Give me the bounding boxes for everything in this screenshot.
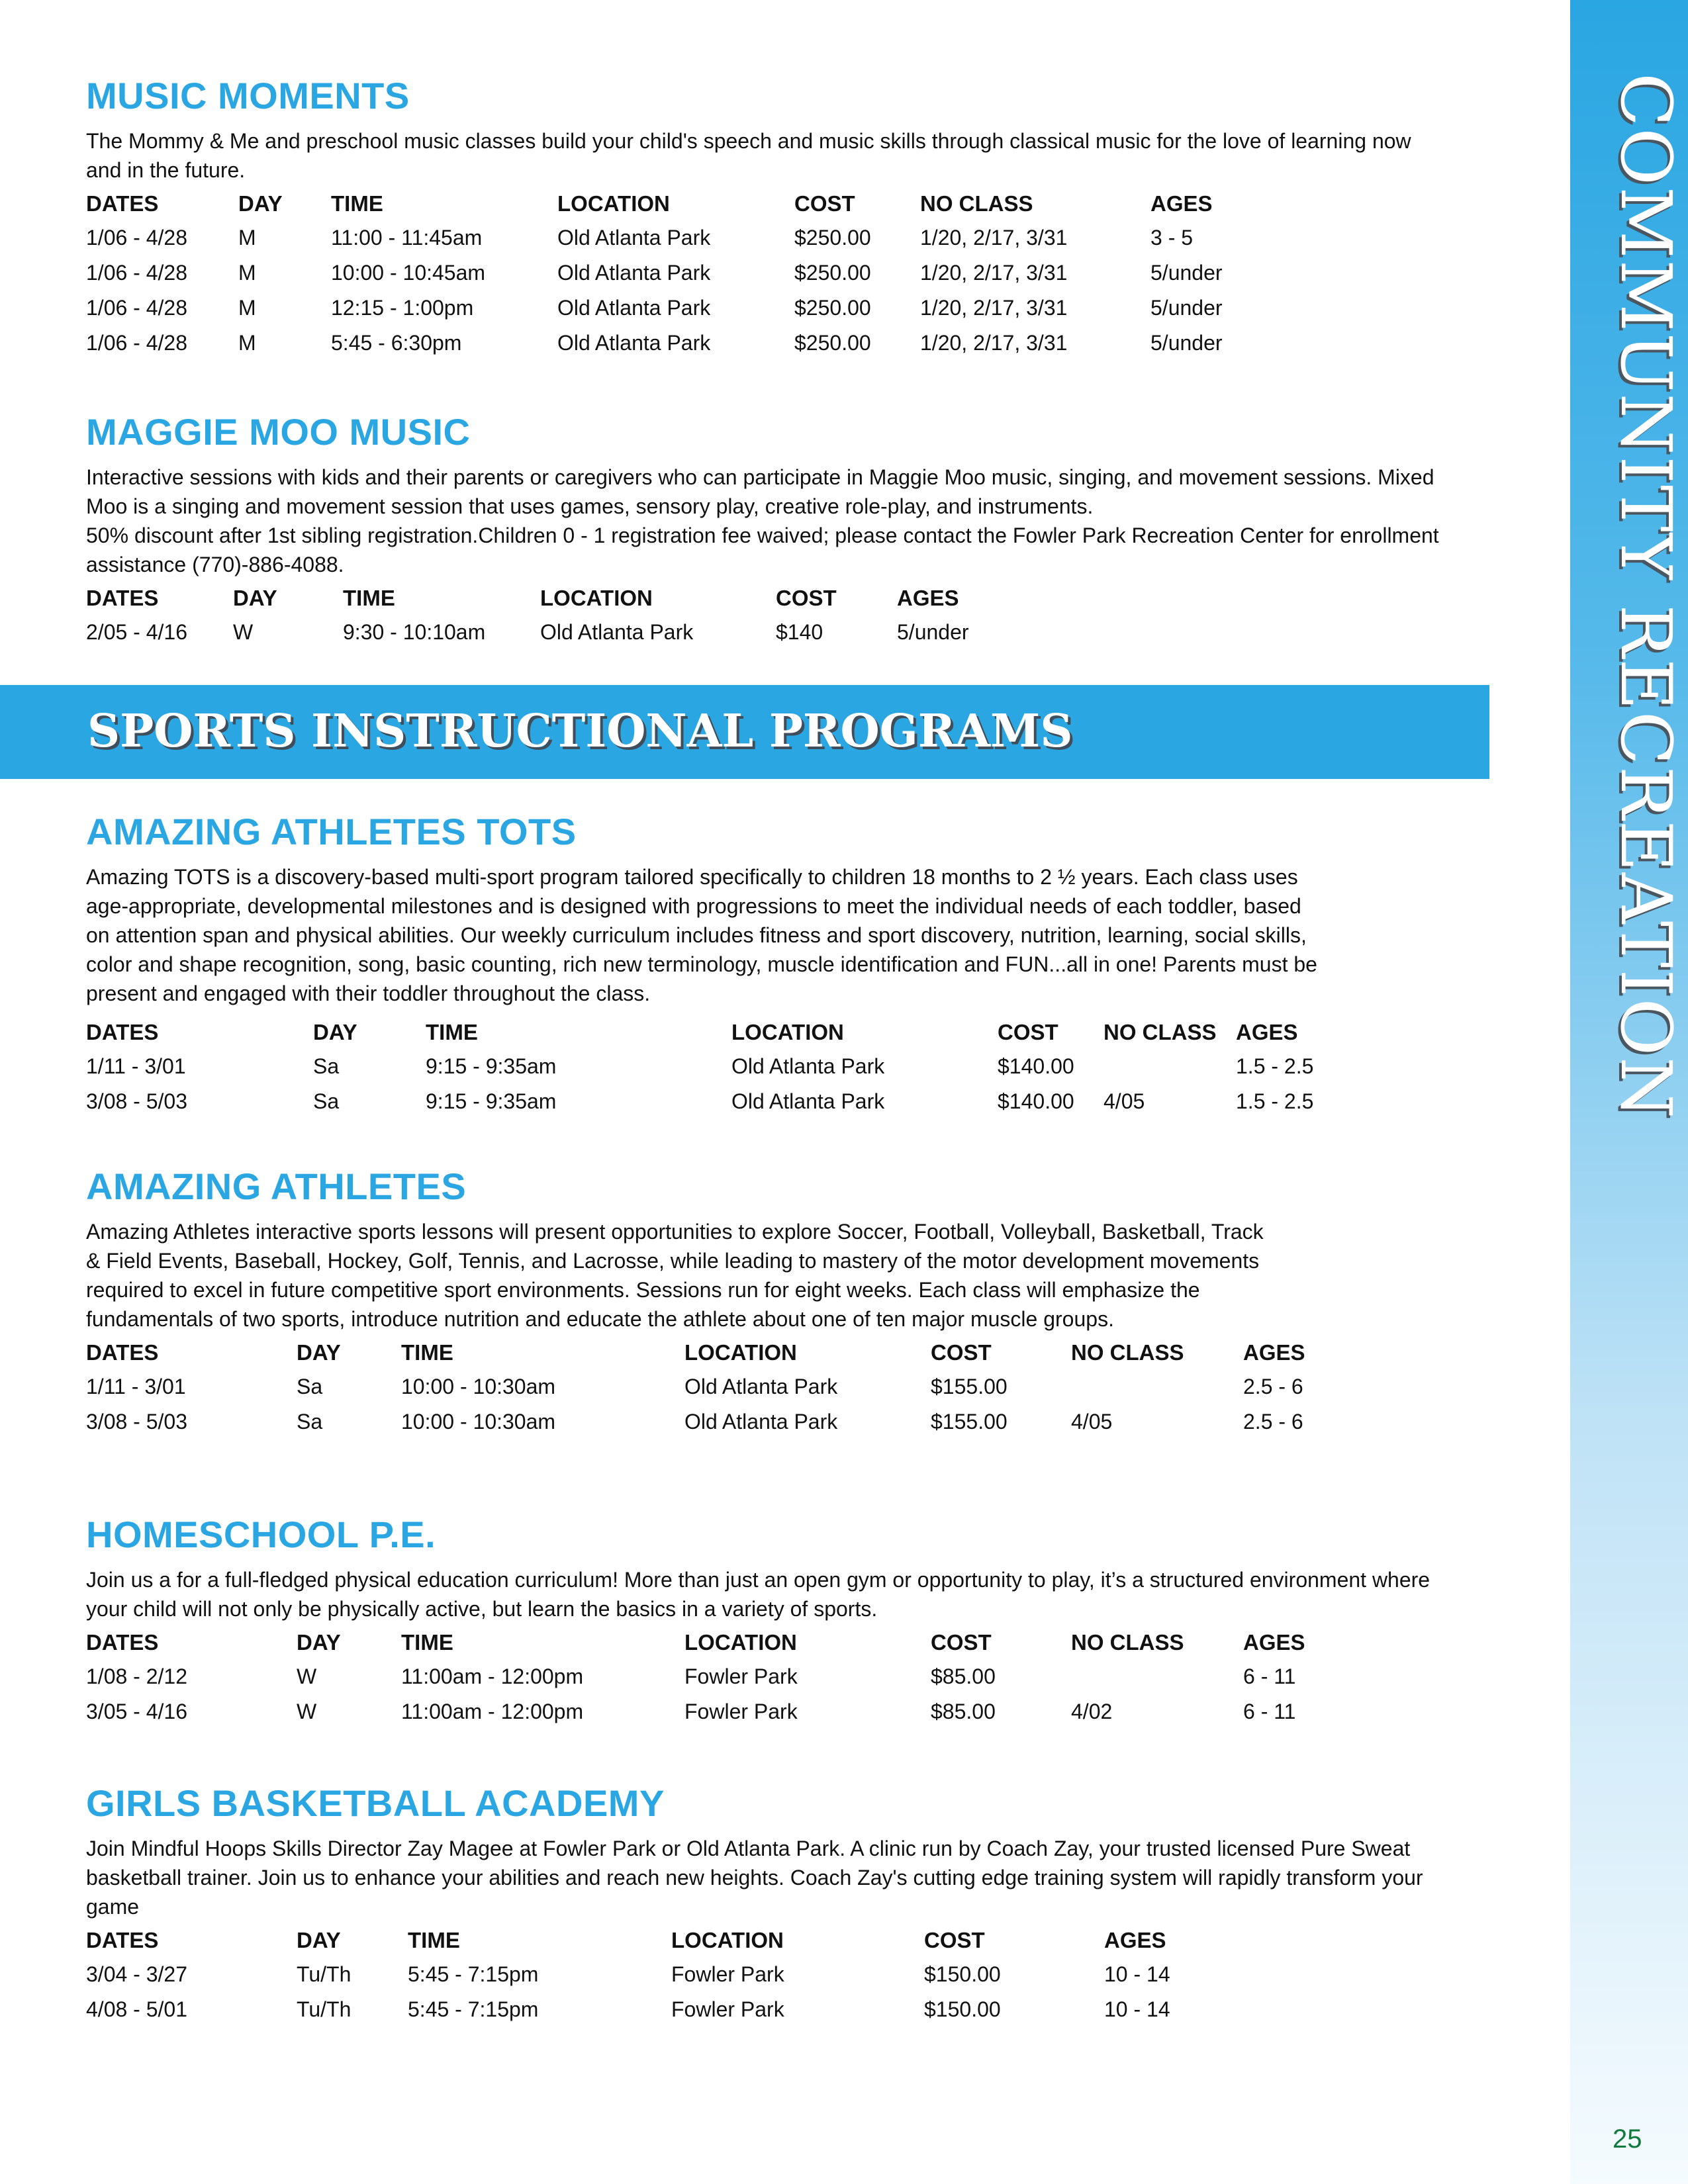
- col-header: NO CLASS: [1071, 1340, 1184, 1365]
- table-cell: [1103, 1054, 1236, 1089]
- table-cell: Sa: [297, 1375, 323, 1398]
- table-cell: Fowler Park: [671, 1962, 784, 1986]
- table-cell: 12:15 - 1:00pm: [331, 296, 474, 320]
- section-description: Interactive sessions with kids and their parents or caregivers who can participate in Maggie Moo music, singing, and movement sessions. Mixed Moo is a singing and movement session that uses games, sensory play, creative role-play, and instruments.: [86, 465, 1434, 518]
- table-row: [86, 1375, 1376, 1410]
- col-header: AGES: [1243, 1340, 1305, 1365]
- col-header: AGES: [1150, 191, 1213, 216]
- table-cell: 5/under: [1150, 261, 1223, 285]
- table-row: [86, 1700, 1376, 1735]
- col-header: COST: [924, 1928, 985, 1952]
- section-title: AMAZING ATHLETES TOTS: [86, 811, 577, 852]
- table-cell: $155.00: [931, 1375, 1008, 1398]
- section-title: HOMESCHOOL P.E.: [86, 1514, 436, 1555]
- col-header: AGES: [1236, 1020, 1298, 1044]
- table-cell: 1/20, 2/17, 3/31: [920, 226, 1068, 250]
- section-maggie-moo-music: [86, 410, 1489, 655]
- table-cell: M: [238, 261, 256, 285]
- table-cell: Fowler Park: [684, 1664, 798, 1688]
- table-cell: $250.00: [794, 296, 871, 320]
- sidebar-title: COMMUNITY RECREATION: [1605, 73, 1687, 1120]
- col-header: DAY: [233, 586, 277, 610]
- section-title: AMAZING ATHLETES: [86, 1165, 467, 1207]
- schedule-table: [86, 1928, 1237, 2032]
- section-title: GIRLS BASKETBALL ACADEMY: [86, 1782, 665, 1824]
- section-description: Join Mindful Hoops Skills Director Zay Magee at Fowler Park or Old Atlanta Park. A clinic run by Coach Zay, your trusted licensed Pure Sweat basketball trainer. Join us to enhance your abilities and reach new heights. Coach Zay's cutting edge training system will rapidly transform your game: [86, 1837, 1423, 1919]
- table-cell: W: [297, 1664, 317, 1688]
- col-header: NO CLASS: [1103, 1020, 1217, 1044]
- col-header: DATES: [86, 1928, 159, 1952]
- table-cell: 1/06 - 4/28: [86, 331, 187, 355]
- table-cell: $250.00: [794, 331, 871, 355]
- schedule-table: [86, 191, 1283, 366]
- table-cell: 11:00am - 12:00pm: [401, 1664, 584, 1688]
- table-cell: $150.00: [924, 1997, 1001, 2021]
- table-cell: 9:30 - 10:10am: [343, 620, 486, 644]
- section-description: The Mommy & Me and preschool music classes build your child's speech and music skills through classical music for the love of learning now and in the future.: [86, 129, 1411, 182]
- col-header: AGES: [1104, 1928, 1166, 1952]
- table-cell: Sa: [297, 1410, 323, 1433]
- table-cell: 1.5 - 2.5: [1236, 1054, 1314, 1078]
- table-header-row: [86, 1340, 1376, 1375]
- col-header: DATES: [86, 1340, 159, 1365]
- col-header: LOCATION: [557, 191, 670, 216]
- col-header: TIME: [426, 1020, 478, 1044]
- section-amazing-athletes: [86, 1165, 1489, 1445]
- table-cell: $85.00: [931, 1664, 996, 1688]
- col-header: LOCATION: [671, 1928, 784, 1952]
- table-cell: $140.00: [998, 1089, 1074, 1113]
- col-header: DATES: [86, 586, 159, 610]
- col-header: NO CLASS: [1071, 1630, 1184, 1655]
- schedule-table: [86, 586, 1029, 655]
- table-cell: Old Atlanta Park: [540, 620, 694, 644]
- section-homeschool-pe: [86, 1513, 1489, 1735]
- table-cell: $85.00: [931, 1700, 996, 1723]
- section-music-moments: [86, 74, 1489, 366]
- table-cell: Old Atlanta Park: [731, 1054, 885, 1078]
- section-description: Join us a for a full-fledged physical education curriculum! More than just an open gym or opportunity to play, it’s a structured environment where your child will not only be physically active, but learn the basics in a variety of sports.: [86, 1568, 1430, 1621]
- table-cell: M: [238, 226, 256, 250]
- table-cell: 2.5 - 6: [1243, 1410, 1303, 1433]
- table-cell: Sa: [313, 1089, 340, 1113]
- table-cell: 1/06 - 4/28: [86, 296, 187, 320]
- table-cell: Old Atlanta Park: [731, 1089, 885, 1113]
- table-header-row: [86, 1630, 1376, 1664]
- table-header-row: [86, 586, 1029, 620]
- table-row: [86, 331, 1283, 366]
- banner-title: SPORTS INSTRUCTIONAL PROGRAMS: [87, 705, 1073, 758]
- section-amazing-athletes-tots: [86, 810, 1489, 1124]
- table-cell: Old Atlanta Park: [557, 331, 711, 355]
- table-cell: 5:45 - 6:30pm: [331, 331, 462, 355]
- table-row: [86, 1962, 1237, 1997]
- schedule-table: [86, 1340, 1376, 1445]
- table-cell: 6 - 11: [1243, 1664, 1296, 1688]
- col-header: COST: [931, 1630, 992, 1655]
- table-cell: 10 - 14: [1104, 1997, 1170, 2021]
- table-cell: 1/20, 2/17, 3/31: [920, 261, 1068, 285]
- table-cell: Old Atlanta Park: [684, 1410, 838, 1433]
- table-cell: M: [238, 296, 256, 320]
- table-row: [86, 296, 1283, 331]
- table-cell: 1/11 - 3/01: [86, 1054, 186, 1078]
- table-row: [86, 226, 1283, 261]
- table-cell: 5:45 - 7:15pm: [408, 1997, 539, 2021]
- col-header: DAY: [297, 1630, 341, 1655]
- table-cell: 1.5 - 2.5: [1236, 1089, 1314, 1113]
- col-header: COST: [776, 586, 837, 610]
- table-cell: Tu/Th: [297, 1962, 352, 1986]
- table-cell: 5:45 - 7:15pm: [408, 1962, 539, 1986]
- table-cell: $150.00: [924, 1962, 1001, 1986]
- table-cell: [1071, 1664, 1243, 1700]
- table-cell: Old Atlanta Park: [557, 261, 711, 285]
- table-cell: Old Atlanta Park: [684, 1375, 838, 1398]
- page-number: 25: [1613, 2124, 1642, 2154]
- table-cell: 1/11 - 3/01: [86, 1375, 186, 1398]
- table-cell: Old Atlanta Park: [557, 226, 711, 250]
- table-cell: $155.00: [931, 1410, 1008, 1433]
- col-header: DAY: [297, 1340, 341, 1365]
- table-cell: 4/05: [1103, 1089, 1145, 1113]
- col-header: TIME: [343, 586, 395, 610]
- table-cell: 1/06 - 4/28: [86, 261, 187, 285]
- col-header: LOCATION: [731, 1020, 844, 1044]
- table-cell: 11:00 - 11:45am: [331, 226, 483, 250]
- schedule-table: [86, 1020, 1368, 1124]
- table-row: [86, 1410, 1376, 1445]
- table-cell: 2/05 - 4/16: [86, 620, 187, 644]
- table-cell: 1/20, 2/17, 3/31: [920, 296, 1068, 320]
- table-row: [86, 620, 1029, 655]
- col-header: DAY: [238, 191, 283, 216]
- col-header: DAY: [313, 1020, 357, 1044]
- col-header: LOCATION: [684, 1630, 797, 1655]
- table-cell: 10 - 14: [1104, 1962, 1170, 1986]
- table-header-row: [86, 1928, 1237, 1962]
- table-cell: Fowler Park: [684, 1700, 798, 1723]
- col-header: COST: [931, 1340, 992, 1365]
- col-header: COST: [794, 191, 855, 216]
- table-cell: 3/08 - 5/03: [86, 1410, 187, 1433]
- table-cell: 10:00 - 10:30am: [401, 1410, 556, 1433]
- col-header: NO CLASS: [920, 191, 1033, 216]
- table-cell: 3/05 - 4/16: [86, 1700, 187, 1723]
- table-cell: 2.5 - 6: [1243, 1375, 1303, 1398]
- table-cell: 3/04 - 3/27: [86, 1962, 187, 1986]
- section-description-discount: 50% discount after 1st sibling registration.Children 0 - 1 registration fee waived; please contact the Fowler Park Recreation Center for enrollment assistance (770)-886-4088.: [86, 523, 1439, 576]
- table-cell: 5/under: [1150, 296, 1223, 320]
- col-header: DATES: [86, 1630, 159, 1655]
- table-cell: 1/20, 2/17, 3/31: [920, 331, 1068, 355]
- table-cell: 5/under: [1150, 331, 1223, 355]
- table-cell: 9:15 - 9:35am: [426, 1054, 557, 1078]
- col-header: DATES: [86, 1020, 159, 1044]
- table-cell: 10:00 - 10:30am: [401, 1375, 556, 1398]
- table-cell: W: [233, 620, 254, 644]
- col-header: LOCATION: [540, 586, 653, 610]
- table-cell: $140: [776, 620, 823, 644]
- col-header: TIME: [401, 1340, 453, 1365]
- table-cell: 4/02: [1071, 1700, 1113, 1723]
- table-row: [86, 261, 1283, 296]
- table-cell: M: [238, 331, 256, 355]
- table-cell: 1/06 - 4/28: [86, 226, 187, 250]
- table-cell: Tu/Th: [297, 1997, 352, 2021]
- table-cell: Sa: [313, 1054, 340, 1078]
- table-cell: 9:15 - 9:35am: [426, 1089, 557, 1113]
- table-header-row: [86, 191, 1283, 226]
- schedule-table: [86, 1630, 1376, 1735]
- table-cell: $140.00: [998, 1054, 1074, 1078]
- table-row: [86, 1054, 1368, 1089]
- col-header: TIME: [331, 191, 383, 216]
- table-cell: [1071, 1375, 1243, 1410]
- table-cell: 5/under: [897, 620, 969, 644]
- col-header: DATES: [86, 191, 159, 216]
- section-description: Amazing TOTS is a discovery-based multi-sport program tailored specifically to children 18 months to 2 ½ years. Each class uses age-appropriate, developmental milestones and is designed with progressions to meet the individual needs of each toddler, based on attention span and physical abilities. Our weekly curriculum includes fitness and sport discovery, nutrition, learning, social skills, color and shape recognition, song, basic counting, rich new terminology, muscle identification and FUN...all in one! Parents must be present and engaged with their toddler throughout the class.: [86, 865, 1317, 1005]
- table-row: [86, 1089, 1368, 1124]
- table-header-row: [86, 1020, 1368, 1054]
- section-description: Amazing Athletes interactive sports lessons will present opportunities to explore Soccer, Football, Volleyball, Basketball, Track & Field Events, Baseball, Hockey, Golf, Tennis, and Lacrosse, while leading to mastery of the motor development movements required to excel in future competitive sport environments. Sessions run for eight weeks. Each class will emphasize the fundamentals of two sports, introduce nutrition and educate the athlete about one of ten major muscle groups.: [86, 1220, 1264, 1331]
- col-header: COST: [998, 1020, 1058, 1044]
- col-header: DAY: [297, 1928, 341, 1952]
- table-cell: 3 - 5: [1150, 226, 1194, 250]
- table-row: [86, 1664, 1376, 1700]
- table-cell: $250.00: [794, 226, 871, 250]
- table-cell: Fowler Park: [671, 1997, 784, 2021]
- table-cell: 3/08 - 5/03: [86, 1089, 187, 1113]
- col-header: AGES: [1243, 1630, 1305, 1655]
- table-cell: 10:00 - 10:45am: [331, 261, 486, 285]
- table-cell: 1/08 - 2/12: [86, 1664, 187, 1688]
- table-cell: 6 - 11: [1243, 1700, 1296, 1723]
- table-cell: 4/05: [1071, 1410, 1113, 1433]
- section-banner: [0, 685, 1489, 779]
- table-cell: 4/08 - 5/01: [86, 1997, 187, 2021]
- table-row: [86, 1997, 1237, 2032]
- table-cell: W: [297, 1700, 317, 1723]
- col-header: LOCATION: [684, 1340, 797, 1365]
- table-cell: 11:00am - 12:00pm: [401, 1700, 584, 1723]
- col-header: AGES: [897, 586, 959, 610]
- section-girls-basketball-academy: [86, 1782, 1489, 2032]
- col-header: TIME: [408, 1928, 460, 1952]
- section-title: MUSIC MOMENTS: [86, 75, 410, 116]
- table-cell: Old Atlanta Park: [557, 296, 711, 320]
- table-cell: $250.00: [794, 261, 871, 285]
- col-header: TIME: [401, 1630, 453, 1655]
- section-title: MAGGIE MOO MUSIC: [86, 411, 471, 453]
